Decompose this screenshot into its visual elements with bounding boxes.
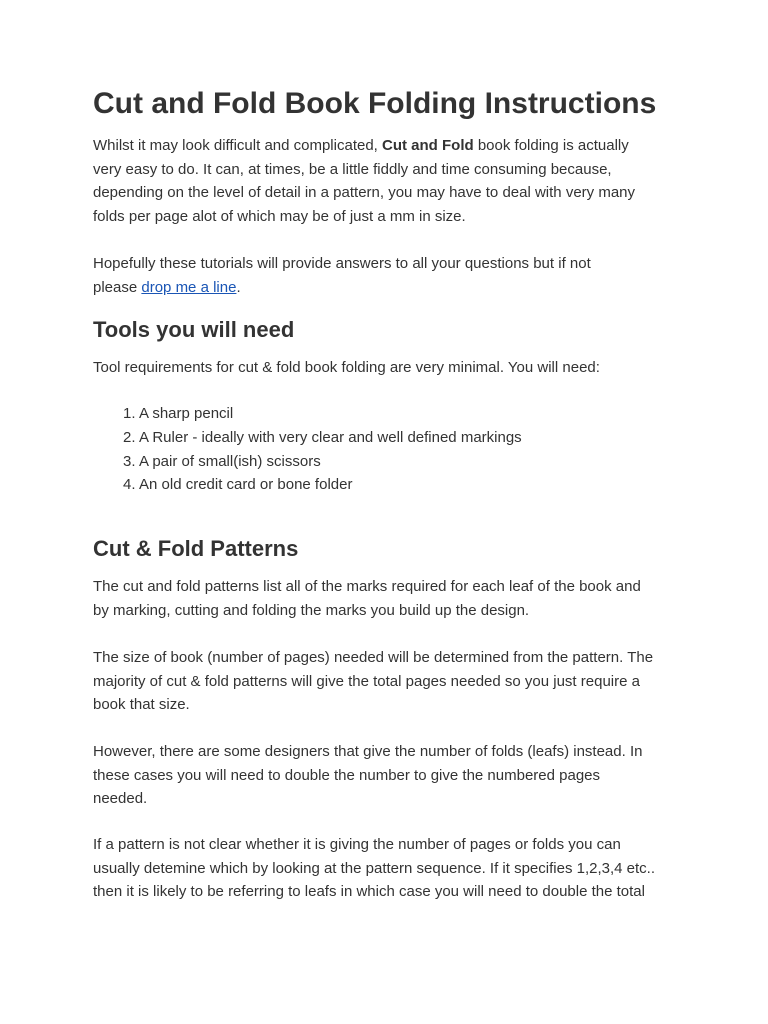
tools-heading: Tools you will need xyxy=(93,317,295,342)
contact-line-1: Hopefully these tutorials will provide answers to all your questions but if not xyxy=(93,255,591,272)
patterns-paragraph-1: The cut and fold patterns list all of the marks required for each leaf of the book and by marking, cutting and folding the marks you build up the design. xyxy=(93,578,641,619)
intro-paragraph xyxy=(93,134,683,228)
intro-line-2: very easy to do. It can, at times, be a little fiddly and time consuming because, xyxy=(93,160,612,178)
intro-line-3: depending on the level of detail in a pattern, you may have to deal with very many xyxy=(93,184,635,201)
list-item: 2. A Ruler - ideally with very clear and well defined markings xyxy=(123,428,522,446)
patterns-paragraph-2: The size of book (number of pages) needed will be determined from the pattern. The majority of cut & fold patterns will give the total pages needed so you just require a book that size. xyxy=(93,649,654,713)
tools-intro: Tool requirements for cut & fold book folding are very minimal. You will need: xyxy=(93,359,600,376)
drop-me-a-line-link[interactable]: drop me a line xyxy=(141,278,237,296)
intro-line-1: Whilst it may look difficult and complicated, Cut and Fold book folding is actually xyxy=(93,137,629,154)
patterns-paragraph-4: If a pattern is not clear whether it is giving the number of pages or folds you can usually detemine which by looking at the pattern sequence. If it specifies 1,2,3,4 etc.. then it is likely to be referring to leafs in which case you will need to double the total xyxy=(93,836,655,900)
tools-list xyxy=(93,402,522,497)
list-item: 3. A pair of small(ish) scissors xyxy=(123,452,321,470)
list-item: 1. A sharp pencil xyxy=(123,405,234,422)
intro-bold-term: Cut and Fold xyxy=(382,137,474,154)
page-title: Cut and Fold Book Folding Instructions xyxy=(93,87,657,120)
patterns-heading: Cut & Fold Patterns xyxy=(93,536,299,561)
contact-paragraph xyxy=(93,252,683,299)
intro-line-4: folds per page alot of which may be of just a mm in size. xyxy=(93,207,466,225)
list-item: 4. An old credit card or bone folder xyxy=(123,476,353,494)
patterns-paragraph-3: However, there are some designers that give the number of folds (leafs) instead. In these cases you will need to double the number to give the numbered pages needed. xyxy=(93,743,643,807)
contact-line-2: please drop me a line. xyxy=(93,278,241,296)
